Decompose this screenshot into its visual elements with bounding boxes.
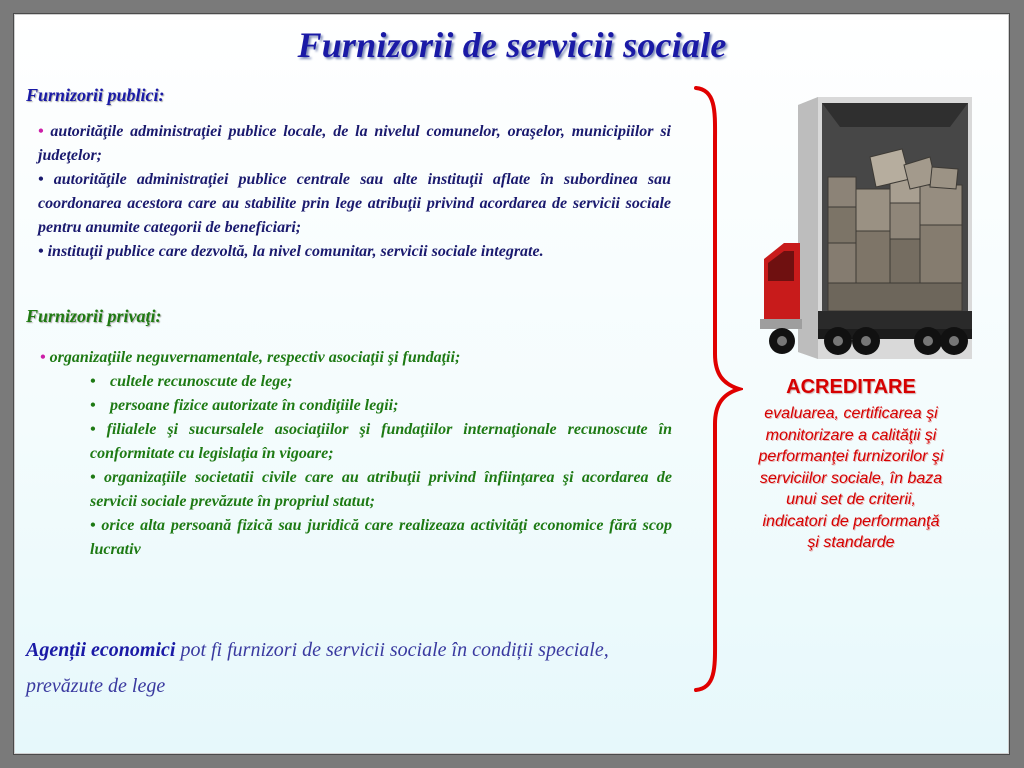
accreditation-text: evaluarea, certificarea şi monitorizare a calităţii şi performanţei furnizorilor şi serviciilor sociale, în baza unui set de criterii, indicatori de performanţă şi standarde [758, 405, 944, 551]
economic-agents-note [26, 632, 686, 704]
public-providers-list [38, 120, 671, 264]
list-item: • organizaţiile societatii civile care au atribuţii privind înfiinţarea şi acordarea de servicii sociale prevăzute în propriul statut; [90, 469, 672, 510]
private-providers-heading: Furnizorii privaţi: [26, 306, 162, 326]
accreditation-box [756, 376, 946, 554]
economic-agents-label: Agenții economici [26, 639, 176, 661]
bullet-icon: • [38, 123, 44, 140]
private-providers-first-item: • organizaţiile neguvernamentale, respectiv asociaţii şi fundaţii; [40, 349, 461, 366]
bullet-icon: • [40, 349, 46, 366]
list-item: • autorităţile administraţiei publice locale, de la nivelul comunelor, oraşelor, municipiilor si judeţelor; [38, 123, 672, 164]
private-providers-list [90, 370, 672, 562]
list-item: • orice alta persoană fizică sau juridică care realizeaza activităţi economice fără scop lucrativ [90, 517, 672, 558]
right-brace-icon [693, 84, 743, 694]
accreditation-title: ACREDITARE [786, 376, 916, 398]
truck-icon [760, 97, 972, 359]
list-item: • instituţii publice care dezvoltă, la nivel comunitar, servicii sociale integrate. [38, 243, 544, 260]
public-providers-heading: Furnizorii publici: [26, 85, 165, 105]
list-item: • autorităţile administraţiei publice centrale sau alte instituţii aflate în subordinea sau coordonarea acestora care au stabilite prin lege atribuţii privind acordarea de servicii sociale pentru anumite categorii de beneficiari; [38, 171, 671, 236]
list-item: • filialele şi sucursalele asociaţiilor şi fundaţiilor internaţionale recunoscute în conformitate cu legislaţia în vigoare; [90, 421, 672, 462]
list-item: • cultele recunoscute de lege; [90, 373, 293, 390]
slide-title: Furnizorii de servicii sociale [297, 25, 727, 65]
list-item: • persoane fizice autorizate în condiţiile legii; [90, 397, 399, 414]
economic-agents-text: pot fi furnizori de servicii sociale în condiții speciale, prevăzute de lege [26, 639, 609, 697]
